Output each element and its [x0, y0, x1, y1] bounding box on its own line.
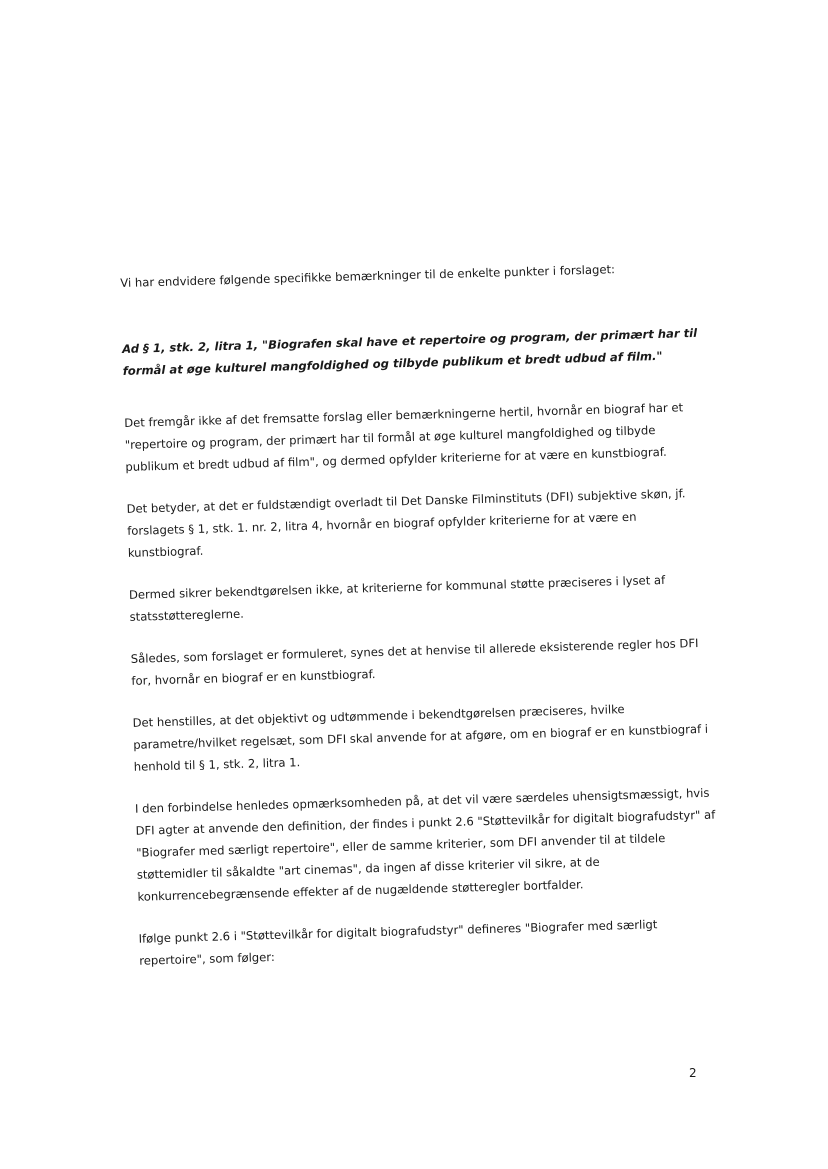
body-paragraph: Det betyder, at det er fuldstændigt overladt til Det Danske Filminstituts (DFI) subjektive skøn, jf. forslagets § 1, stk. 1. nr. 2, litra 4, hvornår en biograf opfylder kriterierne for at være en kunstbiograf. — [126, 486, 686, 560]
body-paragraph: Ifølge punkt 2.6 i "Støttevilkår for digitalt biografudstyr" defineres "Biografer med særligt repertoire", som følger: — [138, 917, 658, 968]
section-heading: Ad § 1, stk. 2, litra 1, "Biografen skal have et repertoire og program, der primært har til formål at øge kulturel mangfoldighed og tilbyde publikum et bredt udbud af film." — [121, 325, 698, 378]
body-paragraph: Det fremgår ikke af det fremsatte forslag eller bemærkningerne hertil, hvornår en biograf har et "repertoire og program, der primært har til formål at øge kulturel mangfoldighed og tilbyde publikum et bredt udbud af film", og dermed opfylder kriterierne for at være en kunstbiograf. — [124, 400, 684, 474]
body-paragraph: Det henstilles, at det objektivt og udtømmende i bekendtgørelsen præciseres, hvilke parametre/hvilket regelsæt, som DFI skal anvende for at afgøre, om en biograf er en kunstbiograf i henhold til § 1, stk. 2, litra 1. — [132, 702, 709, 774]
body-paragraph: Dermed sikrer bekendtgørelsen ikke, at kriterierne for kommunal støtte præciseres i lyset af statsstøttereglerne. — [128, 572, 666, 624]
document-body — [120, 256, 725, 992]
intro-paragraph: Vi har endvidere følgende specifikke bemærkninger til de enkelte punkter i forslaget: — [120, 262, 616, 290]
page-number: 2 — [689, 1066, 697, 1080]
body-paragraph: I den forbindelse henledes opmærksomheden på, at det vil være særdeles uhensigtsmæssigt, hvis DFI agter at anvende den definition, der findes i punkt 2.6 "Støttevilkår for digitalt biografudstyr" af "Biografer med særligt repertoire", eller de samme kriterier, som DFI anvender til at tildele støttemidler til såkaldte "art cinemas", da ingen af disse kriterier vil sikre, at de konkurrencebegrænsende effekter af de nugældende støtteregler bortfalder. — [134, 785, 716, 904]
body-paragraph: Således, som forslaget er formuleret, synes det at henvise til allerede eksisterende regler hos DFI for, hvornår en biograf er en kunstbiograf. — [130, 635, 699, 688]
